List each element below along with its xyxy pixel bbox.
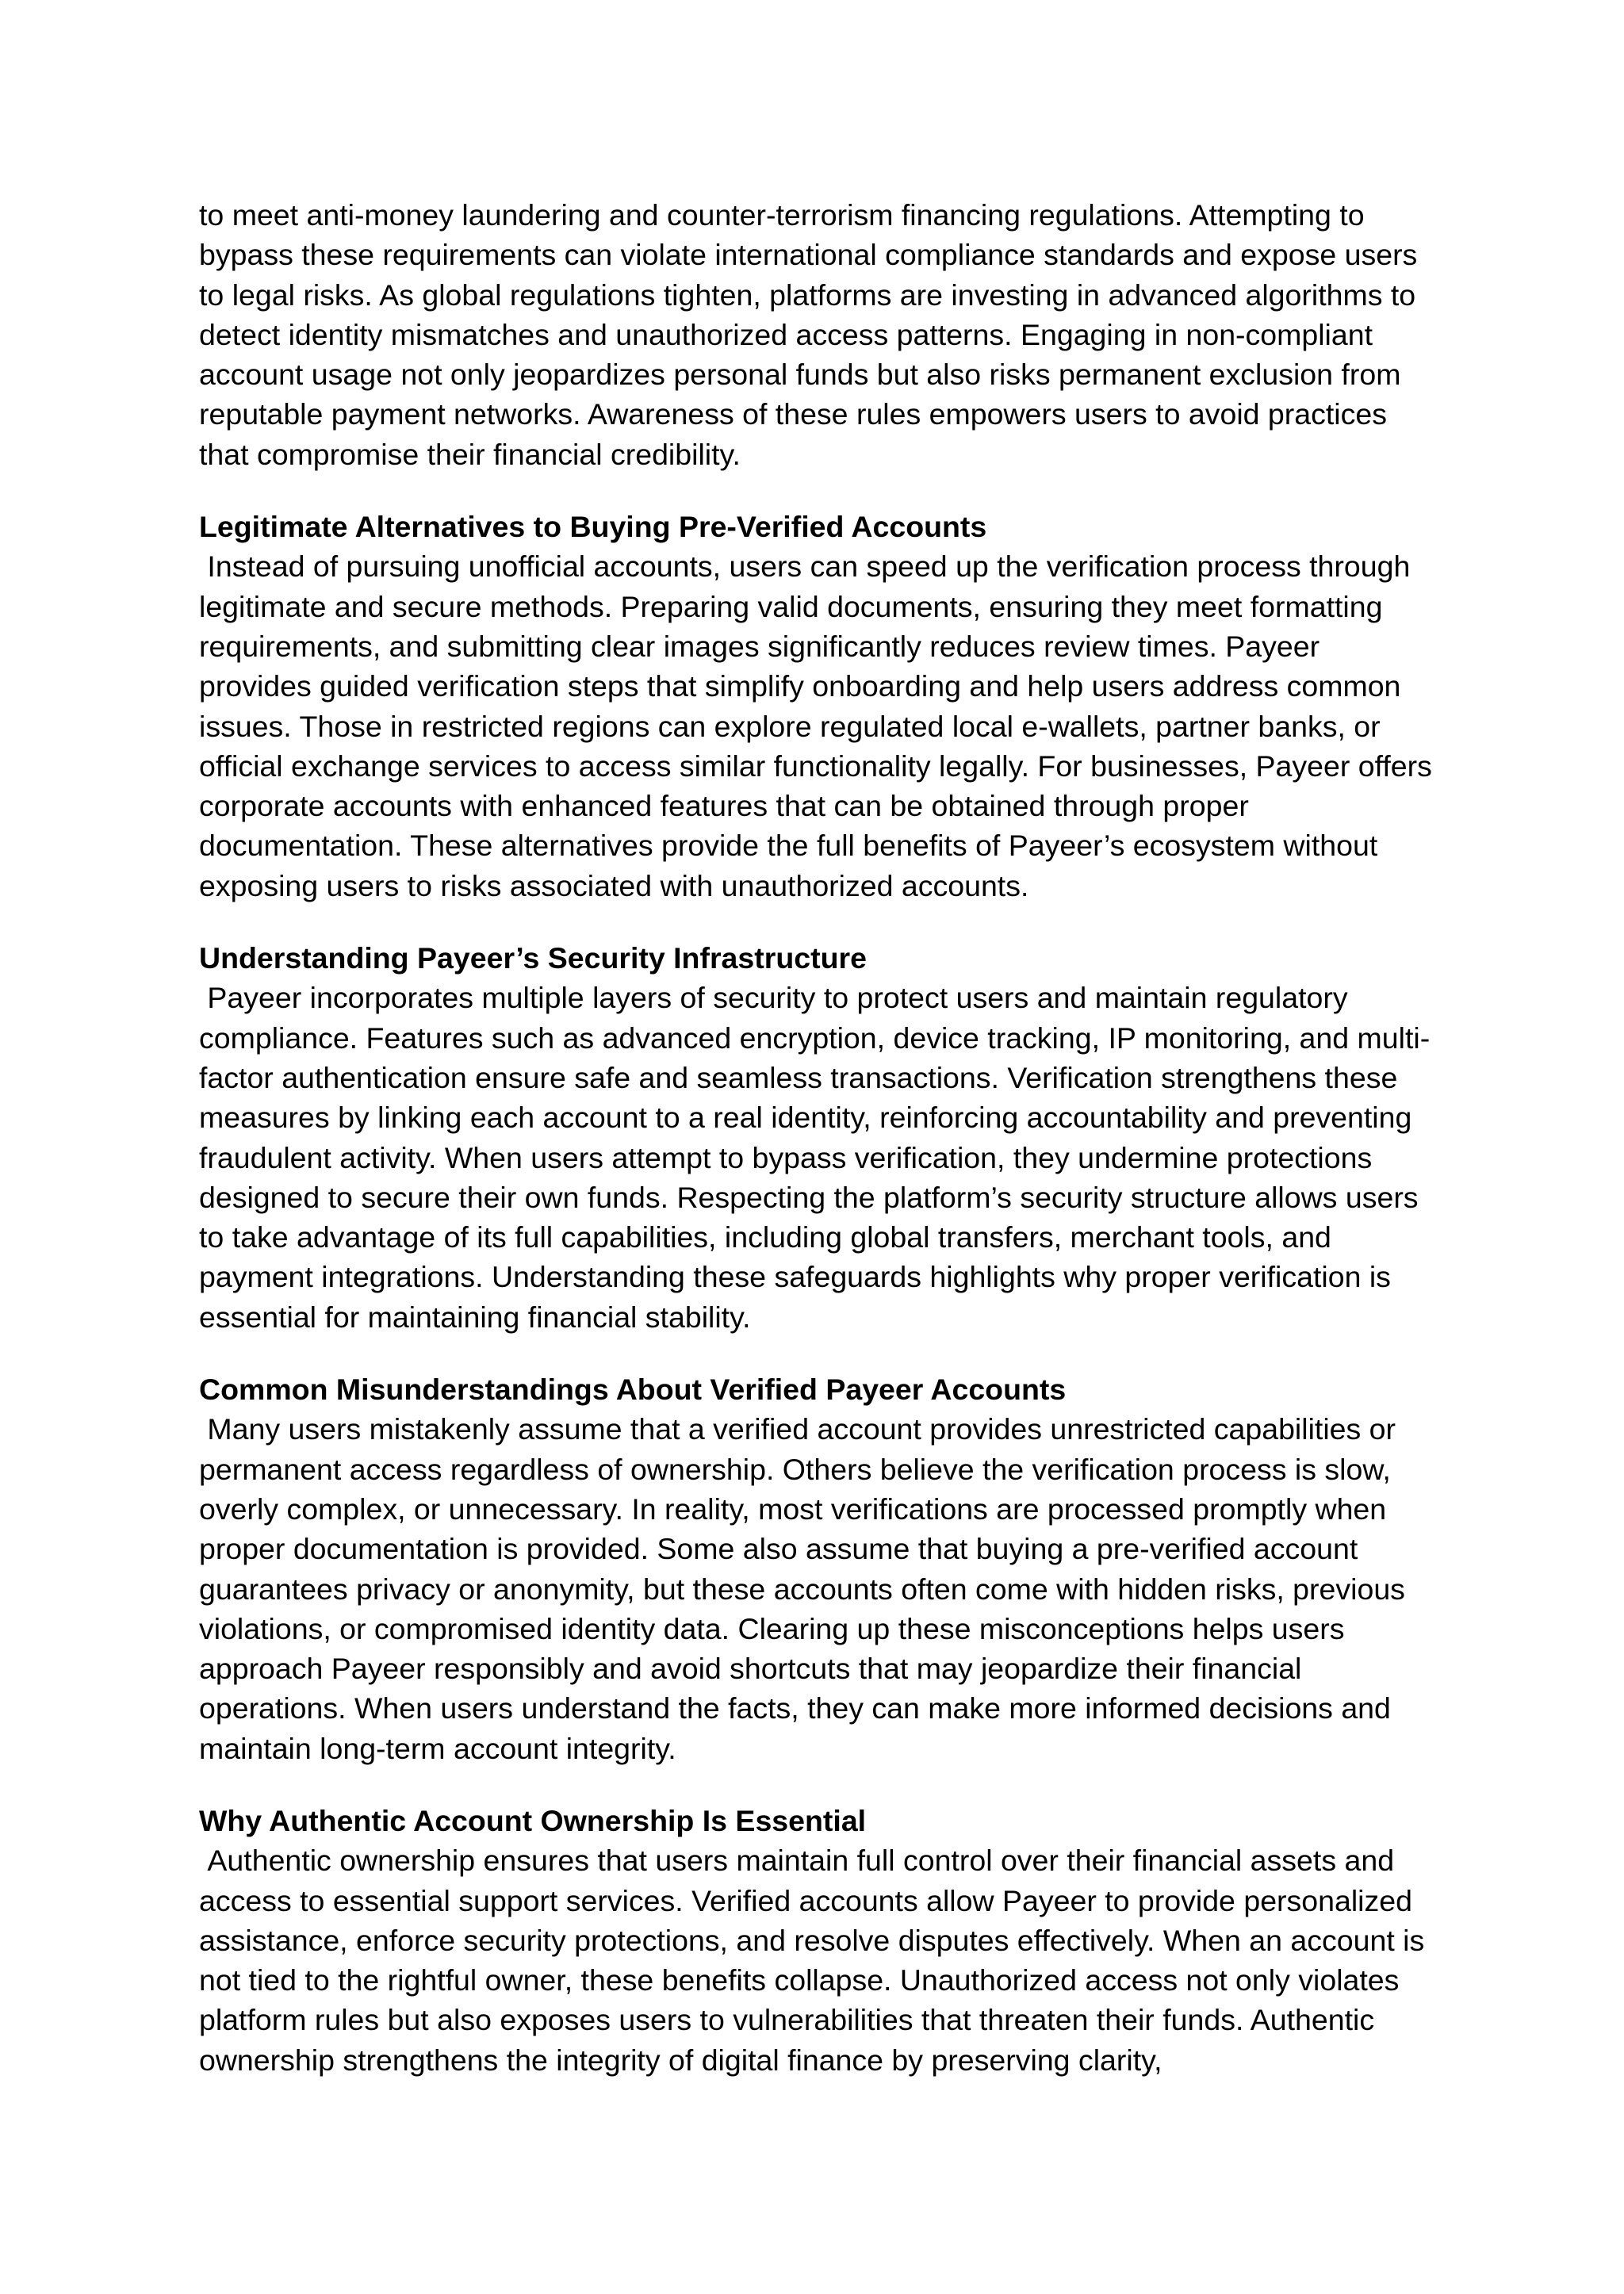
section-body: Instead of pursuing unofficial accounts, users can speed up the verification process through legitimate and secure methods. Preparing valid documents, ensuring they meet formatting requirements, and submitting clear images significantly reduces review times. Payeer provides guided verification steps that simplify onboarding and help users address common issues. Those in restricted regions can explore regulated local e-wallets, partner banks, or official exchange services to access similar functionality legally. For businesses, Payeer offers corporate accounts with enhanced features that can be obtained through proper documentation. These alternatives provide the full benefits of Payeer’s ecosystem without exposing users to risks associated with unauthorized accounts.: [199, 550, 1441, 902]
section-heading: Why Authentic Account Ownership Is Essential: [199, 1803, 867, 1837]
section-heading: Legitimate Alternatives to Buying Pre-Verified Accounts: [199, 510, 987, 544]
intro-paragraph: to meet anti-money laundering and counter-terrorism financing regulations. Attempting to bypass these requirements can violate international compliance standards and expose users to legal risks. As global regulations tighten, platforms are investing in advanced algorithms to detect identity mismatches and unauthorized access patterns. Engaging in non-compliant account usage not only jeopardizes personal funds but also risks permanent exclusion from reputable payment networks. Awareness of these rules empowers users to avoid practices that compromise their financial credibility.: [199, 198, 1418, 471]
section-body: Payeer incorporates multiple layers of security to protect users and maintain regulatory compliance. Features such as advanced encryption, device tracking, IP monitoring, and multi-factor authentication ensure safe and seamless transactions. Verification strengthens these measures by linking each account to a real identity, reinforcing accountability and preventing fraudulent activity. When users attempt to bypass verification, they undermine protections designed to secure their own funds. Respecting the platform’s security structure allows users to take advantage of its full capabilities, including global transfers, merchant tools, and payment integrations. Understanding these safeguards highlights why proper verification is essential for maintaining financial stability.: [199, 981, 1431, 1334]
section-heading: Understanding Payeer’s Security Infrastructure: [199, 941, 867, 975]
section-authentic-ownership: [199, 1801, 1436, 2080]
section-common-misunderstandings: [199, 1369, 1436, 1768]
document-content: [199, 195, 1441, 2080]
section-body: Many users mistakenly assume that a verified account provides unrestricted capabilities or permanent access regardless of ownership. Others believe the verification process is slow, overly complex, or unnecessary. In reality, most verifications are processed promptly when proper documentation is provided. Some also assume that buying a pre-verified account guarantees privacy or anonymity, but these accounts often come with hidden risks, previous violations, or compromised identity data. Clearing up these misconceptions helps users approach Payeer responsibly and avoid shortcuts that may jeopardize their financial operations. When users understand the facts, they can make more informed decisions and maintain long-term account integrity.: [199, 1412, 1414, 1765]
section-heading: Common Misunderstandings About Verified Payeer Accounts: [199, 1373, 1067, 1407]
section-legitimate-alternatives: [199, 507, 1441, 906]
section-body: Authentic ownership ensures that users maintain full control over their financial assets and access to essential support services. Verified accounts allow Payeer to provide personalized assistance, enforce security protections, and resolve disputes effectively. When an account is not tied to the rightful owner, these benefits collapse. Unauthorized access not only violates platform rules but also exposes users to vulnerabilities that threaten their funds. Authentic ownership strengthens the integrity of digital finance by preserving clarity,: [199, 1844, 1433, 2077]
section-security-infrastructure: [199, 938, 1436, 1337]
